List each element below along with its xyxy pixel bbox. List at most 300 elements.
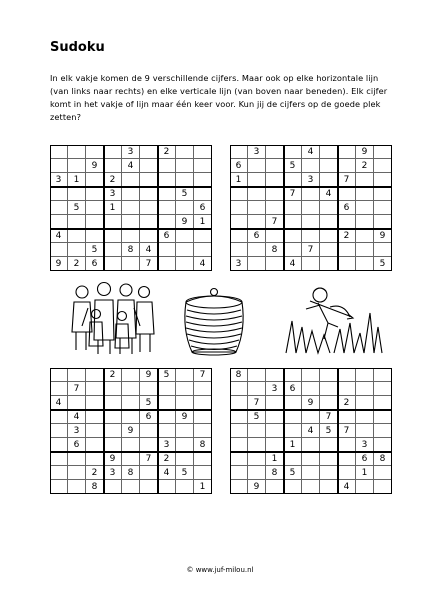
sudoku-cell [302, 257, 320, 271]
sudoku-cell [194, 452, 212, 466]
sudoku-cell: 7 [338, 173, 356, 187]
sudoku-cell [374, 243, 392, 257]
sudoku-cell [194, 410, 212, 424]
sudoku-cell: 9 [86, 159, 104, 173]
sudoku-cell [374, 187, 392, 201]
sudoku-cell: 5 [140, 396, 158, 410]
sudoku-cell [320, 438, 338, 452]
sudoku-cell [50, 466, 68, 480]
sudoku-cell [320, 215, 338, 229]
sudoku-cell [158, 410, 176, 424]
sudoku-cell: 6 [230, 159, 248, 173]
sudoku-cell [248, 368, 266, 382]
sudoku-cell: 9 [248, 480, 266, 494]
sudoku-cell [248, 382, 266, 396]
sudoku-cell [248, 424, 266, 438]
sudoku-cell [266, 257, 284, 271]
sudoku-cell: 8 [230, 368, 248, 382]
sudoku-cell [356, 410, 374, 424]
sudoku-cell [140, 229, 158, 243]
sudoku-cell [356, 215, 374, 229]
block-divider [50, 451, 212, 452]
sudoku-cell [122, 187, 140, 201]
sudoku-cell [194, 173, 212, 187]
sudoku-cell: 6 [86, 257, 104, 271]
sudoku-cell [230, 215, 248, 229]
block-divider [230, 451, 392, 452]
sudoku-cell [302, 382, 320, 396]
sudoku-cell [68, 243, 86, 257]
sudoku-cell: 6 [284, 382, 302, 396]
sudoku-cell [374, 424, 392, 438]
sudoku-cell [50, 243, 68, 257]
sudoku-cell [374, 480, 392, 494]
sudoku-cell [68, 159, 86, 173]
sudoku-cell: 4 [194, 257, 212, 271]
sudoku-cell [284, 243, 302, 257]
sudoku-cell [68, 452, 86, 466]
sudoku-cell [230, 243, 248, 257]
sudoku-cell: 7 [68, 382, 86, 396]
sudoku-cell [374, 438, 392, 452]
sudoku-cell [50, 201, 68, 215]
sudoku-cell: 7 [338, 424, 356, 438]
sudoku-cell [50, 382, 68, 396]
sudoku-cell: 3 [302, 173, 320, 187]
sudoku-cell [230, 424, 248, 438]
sudoku-cell [104, 410, 122, 424]
sudoku-cell [320, 243, 338, 257]
sudoku-cell [356, 257, 374, 271]
sudoku-cell [140, 159, 158, 173]
sudoku-cell [104, 382, 122, 396]
sudoku-grid-bottom-left [50, 368, 212, 494]
sudoku-cell [320, 368, 338, 382]
sudoku-cell [356, 201, 374, 215]
sudoku-cell [176, 396, 194, 410]
sudoku-cell [122, 480, 140, 494]
sudoku-cell [284, 201, 302, 215]
sudoku-cell: 2 [68, 257, 86, 271]
sudoku-cell [194, 424, 212, 438]
sudoku-cell: 7 [194, 368, 212, 382]
sudoku-cell: 5 [374, 257, 392, 271]
sudoku-cell [230, 396, 248, 410]
sudoku-grid-bottom-right [230, 368, 392, 494]
block-divider [157, 145, 158, 271]
sudoku-cell: 4 [50, 229, 68, 243]
sudoku-cell [122, 452, 140, 466]
sudoku-cell [122, 257, 140, 271]
sudoku-cell [356, 368, 374, 382]
sudoku-cell [68, 215, 86, 229]
sudoku-cell: 9 [50, 257, 68, 271]
sudoku-cell [338, 410, 356, 424]
sudoku-cell [176, 201, 194, 215]
sudoku-cell: 3 [158, 438, 176, 452]
sudoku-cell: 6 [248, 229, 266, 243]
sudoku-cell [68, 229, 86, 243]
sudoku-cell [158, 159, 176, 173]
sudoku-cell: 4 [50, 396, 68, 410]
sudoku-cell: 2 [104, 173, 122, 187]
sudoku-cell: 5 [284, 466, 302, 480]
sudoku-cell [104, 438, 122, 452]
sudoku-cell [122, 201, 140, 215]
sudoku-cell [86, 215, 104, 229]
sudoku-cell: 1 [194, 480, 212, 494]
sudoku-cell [68, 480, 86, 494]
block-divider [50, 228, 212, 229]
sudoku-cell [158, 201, 176, 215]
instructions [50, 72, 395, 124]
sudoku-cell: 3 [104, 187, 122, 201]
sudoku-cell [230, 382, 248, 396]
sudoku-cell: 8 [374, 452, 392, 466]
sudoku-cell: 7 [140, 452, 158, 466]
sudoku-cell [158, 173, 176, 187]
family-illustration [68, 282, 158, 357]
sudoku-cell [104, 215, 122, 229]
sudoku-cell [356, 424, 374, 438]
sudoku-cell: 5 [68, 201, 86, 215]
sudoku-cell: 2 [86, 466, 104, 480]
sudoku-cell: 9 [176, 410, 194, 424]
sudoku-cell [176, 243, 194, 257]
sudoku-cell [176, 382, 194, 396]
sudoku-cell [158, 396, 176, 410]
sudoku-cell [284, 396, 302, 410]
sudoku-cell [356, 229, 374, 243]
sudoku-cell [374, 368, 392, 382]
sudoku-cell: 6 [140, 410, 158, 424]
sudoku-cell: 7 [140, 257, 158, 271]
sudoku-cell [104, 396, 122, 410]
sudoku-cell: 8 [266, 466, 284, 480]
sudoku-cell [266, 187, 284, 201]
sudoku-cell [86, 368, 104, 382]
sudoku-cell: 8 [122, 243, 140, 257]
sudoku-cell [266, 396, 284, 410]
sudoku-cell [302, 187, 320, 201]
sudoku-cell: 8 [194, 438, 212, 452]
sudoku-cell [230, 201, 248, 215]
sudoku-cell: 9 [122, 424, 140, 438]
block-divider [230, 409, 392, 410]
sudoku-cell [158, 257, 176, 271]
sudoku-cell [140, 438, 158, 452]
sudoku-cell: 3 [248, 145, 266, 159]
sudoku-cell [320, 173, 338, 187]
sudoku-cell [194, 466, 212, 480]
sudoku-cell [356, 187, 374, 201]
sudoku-cell [140, 173, 158, 187]
sudoku-cell [176, 159, 194, 173]
sudoku-cell [320, 466, 338, 480]
sudoku-cell [176, 257, 194, 271]
archer-illustration [284, 283, 384, 355]
sudoku-cell: 9 [104, 452, 122, 466]
sudoku-cell [158, 243, 176, 257]
sudoku-cell [338, 257, 356, 271]
sudoku-cell [140, 201, 158, 215]
sudoku-cell: 4 [68, 410, 86, 424]
sudoku-cell [302, 368, 320, 382]
sudoku-cell [122, 382, 140, 396]
sudoku-cell [284, 145, 302, 159]
sudoku-cell [68, 466, 86, 480]
sudoku-cell [122, 173, 140, 187]
sudoku-cell [176, 145, 194, 159]
sudoku-cell: 4 [158, 466, 176, 480]
sudoku-cell: 4 [320, 187, 338, 201]
sudoku-cell [320, 145, 338, 159]
sudoku-cell: 4 [140, 243, 158, 257]
sudoku-cell: 4 [122, 159, 140, 173]
sudoku-cell [158, 187, 176, 201]
sudoku-grid-top-left [50, 145, 212, 271]
sudoku-cell: 1 [284, 438, 302, 452]
sudoku-cell: 6 [194, 201, 212, 215]
sudoku-cell [122, 368, 140, 382]
sudoku-cell [86, 452, 104, 466]
sudoku-cell [230, 145, 248, 159]
sudoku-cell [194, 396, 212, 410]
sudoku-cell [176, 452, 194, 466]
sudoku-cell: 3 [266, 382, 284, 396]
sudoku-cell [248, 173, 266, 187]
sudoku-cell [374, 382, 392, 396]
sudoku-cell [266, 438, 284, 452]
sudoku-cell [248, 466, 266, 480]
sudoku-cell [176, 173, 194, 187]
sudoku-cell: 8 [86, 480, 104, 494]
sudoku-cell [50, 410, 68, 424]
sudoku-cell [302, 201, 320, 215]
sudoku-cell: 1 [356, 466, 374, 480]
sudoku-cell [158, 424, 176, 438]
sudoku-cell [266, 229, 284, 243]
sudoku-cell [194, 159, 212, 173]
sudoku-cell [86, 229, 104, 243]
sudoku-cell [50, 368, 68, 382]
sudoku-cell [104, 159, 122, 173]
block-divider [283, 145, 284, 271]
sudoku-cell: 7 [320, 410, 338, 424]
sudoku-cell: 5 [284, 159, 302, 173]
sudoku-cell [284, 480, 302, 494]
sudoku-cell [50, 452, 68, 466]
sudoku-cell: 2 [104, 368, 122, 382]
sudoku-cell [284, 410, 302, 424]
block-divider [50, 186, 212, 187]
sudoku-cell [140, 187, 158, 201]
sudoku-cell [104, 145, 122, 159]
sudoku-cell [50, 480, 68, 494]
sudoku-cell: 9 [302, 396, 320, 410]
sudoku-cell [140, 424, 158, 438]
sudoku-cell [230, 187, 248, 201]
sudoku-cell [248, 187, 266, 201]
sudoku-cell [50, 187, 68, 201]
sudoku-cell [122, 215, 140, 229]
sudoku-cell [374, 215, 392, 229]
sudoku-cell [158, 382, 176, 396]
sudoku-cell [248, 257, 266, 271]
sudoku-cell [122, 438, 140, 452]
sudoku-cell [140, 215, 158, 229]
sudoku-cell: 3 [104, 466, 122, 480]
sudoku-cell [266, 480, 284, 494]
sudoku-cell [104, 229, 122, 243]
sudoku-cell [122, 410, 140, 424]
sudoku-cell [302, 215, 320, 229]
block-divider [103, 368, 104, 494]
sudoku-cell [284, 215, 302, 229]
sudoku-cell [194, 145, 212, 159]
sudoku-cell [374, 173, 392, 187]
sudoku-cell [140, 466, 158, 480]
sudoku-cell [86, 187, 104, 201]
sudoku-cell [140, 480, 158, 494]
sudoku-cell [302, 480, 320, 494]
sudoku-cell [266, 145, 284, 159]
sudoku-cell [284, 452, 302, 466]
page-title: Sudoku [50, 40, 105, 55]
sudoku-cell [374, 466, 392, 480]
sudoku-cell: 3 [356, 438, 374, 452]
sudoku-cell [50, 215, 68, 229]
sudoku-cell [194, 187, 212, 201]
block-divider [283, 368, 284, 494]
sudoku-cell [374, 396, 392, 410]
sudoku-cell [86, 145, 104, 159]
block-divider [230, 186, 392, 187]
sudoku-cell [284, 424, 302, 438]
sudoku-cell [50, 438, 68, 452]
sudoku-cell [68, 396, 86, 410]
sudoku-cell: 3 [50, 173, 68, 187]
sudoku-cell [374, 145, 392, 159]
sudoku-cell [356, 243, 374, 257]
sudoku-cell: 6 [356, 452, 374, 466]
sudoku-cell: 4 [338, 480, 356, 494]
sudoku-cell [320, 382, 338, 396]
sudoku-cell: 9 [176, 215, 194, 229]
block-divider [337, 368, 338, 494]
sudoku-cell [266, 410, 284, 424]
sudoku-cell [50, 145, 68, 159]
sudoku-cell [176, 368, 194, 382]
sudoku-cell [86, 424, 104, 438]
sudoku-cell [86, 396, 104, 410]
sudoku-cell: 7 [284, 187, 302, 201]
sudoku-cell: 7 [248, 396, 266, 410]
sudoku-cell: 5 [158, 368, 176, 382]
sudoku-cell: 4 [302, 424, 320, 438]
sudoku-cell [230, 438, 248, 452]
sudoku-cell [374, 410, 392, 424]
sudoku-cell [86, 382, 104, 396]
sudoku-cell [104, 424, 122, 438]
sudoku-cell [230, 229, 248, 243]
sudoku-cell: 2 [338, 396, 356, 410]
sudoku-cell: 6 [158, 229, 176, 243]
sudoku-cell [266, 424, 284, 438]
sudoku-cell [230, 452, 248, 466]
sudoku-cell: 5 [86, 243, 104, 257]
sudoku-cell [284, 229, 302, 243]
sudoku-cell [104, 480, 122, 494]
sudoku-cell [338, 466, 356, 480]
instruction-line: (van links naar rechts) en elke verticale lijn (van boven naar beneden). Elk cijfer [50, 86, 388, 96]
sudoku-cell [176, 424, 194, 438]
sudoku-cell [86, 438, 104, 452]
sudoku-cell: 3 [122, 145, 140, 159]
sudoku-cell [230, 480, 248, 494]
sudoku-cell [284, 368, 302, 382]
sudoku-cell: 5 [320, 424, 338, 438]
sudoku-cell [248, 452, 266, 466]
sudoku-cell [248, 215, 266, 229]
sudoku-cell: 5 [176, 187, 194, 201]
sudoku-cell: 1 [230, 173, 248, 187]
sudoku-cell [86, 201, 104, 215]
sudoku-cell [266, 368, 284, 382]
sudoku-cell [266, 159, 284, 173]
sudoku-cell [104, 257, 122, 271]
block-divider [103, 145, 104, 271]
sudoku-cell [320, 159, 338, 173]
sudoku-cell: 7 [302, 243, 320, 257]
sudoku-cell [338, 159, 356, 173]
sudoku-cell [248, 201, 266, 215]
sudoku-cell [248, 159, 266, 173]
sudoku-cell [320, 480, 338, 494]
sudoku-cell: 3 [68, 424, 86, 438]
sudoku-cell [176, 229, 194, 243]
sudoku-cell [338, 368, 356, 382]
sudoku-cell [230, 410, 248, 424]
sudoku-cell [302, 466, 320, 480]
sudoku-cell [320, 396, 338, 410]
block-divider [337, 145, 338, 271]
sudoku-cell [176, 438, 194, 452]
sudoku-cell [338, 382, 356, 396]
sudoku-cell [338, 452, 356, 466]
sudoku-cell: 8 [266, 243, 284, 257]
block-divider [50, 409, 212, 410]
sudoku-cell [68, 187, 86, 201]
sudoku-cell [338, 145, 356, 159]
sudoku-cell [86, 173, 104, 187]
sudoku-cell [320, 229, 338, 243]
sudoku-cell: 1 [194, 215, 212, 229]
sudoku-cell [284, 173, 302, 187]
sudoku-cell [194, 229, 212, 243]
sudoku-cell: 2 [356, 159, 374, 173]
instruction-line: In elk vakje komen de 9 verschillende cijfers. Maar ook op elke horizontale lijn [50, 73, 379, 83]
sudoku-cell [86, 410, 104, 424]
sudoku-cell [302, 159, 320, 173]
sudoku-cell [266, 173, 284, 187]
sudoku-cell: 5 [248, 410, 266, 424]
sudoku-cell: 2 [338, 229, 356, 243]
sudoku-cell [140, 145, 158, 159]
sudoku-cell [158, 215, 176, 229]
sudoku-cell [68, 368, 86, 382]
sudoku-grid-top-right [230, 145, 392, 271]
